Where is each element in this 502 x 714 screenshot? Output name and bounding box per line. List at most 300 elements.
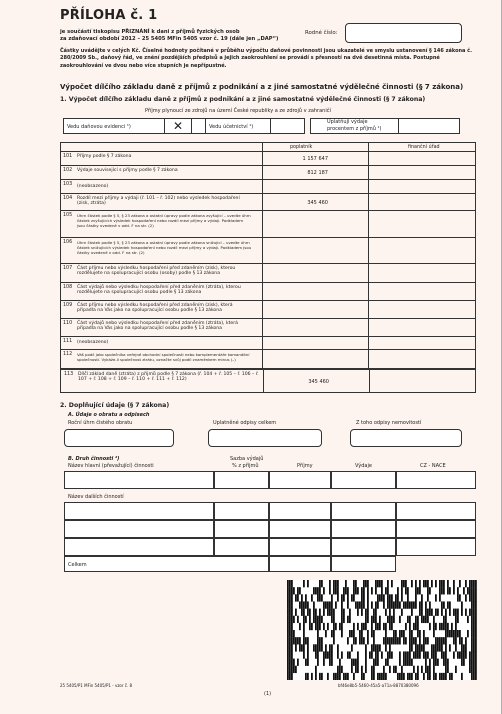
- barcode-module: [371, 644, 373, 651]
- barcode-module: [315, 644, 317, 651]
- evidence-label: Vedu daňovou evidenci ¹): [67, 124, 131, 130]
- barcode-module: [459, 630, 461, 637]
- barcode-module: [333, 623, 335, 630]
- barcode-module: [379, 580, 381, 587]
- barcode-module: [351, 630, 353, 637]
- barcode-module: [293, 666, 295, 673]
- barcode-module: [445, 630, 447, 637]
- barcode-module: [359, 637, 361, 644]
- barcode-module: [415, 580, 417, 587]
- barcode-module: [385, 637, 387, 644]
- barcode-module: [341, 601, 343, 608]
- barcode-module: [475, 623, 477, 630]
- barcode-module: [435, 580, 437, 587]
- barcode-module: [443, 673, 445, 680]
- barcode-module: [347, 616, 349, 623]
- barcode-module: [365, 623, 367, 630]
- barcode-module: [441, 623, 443, 630]
- barcode-module: [409, 659, 411, 666]
- barcode-module: [369, 651, 371, 658]
- barcode-module: [423, 651, 425, 658]
- barcode-module: [373, 609, 375, 616]
- barcode-module: [463, 651, 465, 658]
- barcode-module: [445, 666, 447, 673]
- barcode-module: [331, 630, 333, 637]
- barcode-module: [471, 644, 473, 651]
- barcode-module: [411, 637, 413, 644]
- dalsi-nace-2[interactable]: [396, 520, 476, 538]
- row-label: Úhrn částek podle § 5, § 23 zákona a ostatní úpravy podle zákona snižující – uvedte úhrn částek snižujících výsledek hospodaření nebo rozdíl mezi příjmy a výdaji. Podkladem jsou částky uvedené v odd. F na str. (2): [77, 239, 252, 255]
- barcode-module: [357, 651, 359, 658]
- barcode-module: [307, 673, 309, 680]
- barcode-module: [329, 587, 331, 594]
- barcode-module: [295, 666, 297, 673]
- row-109: [60, 300, 476, 318]
- barcode-module: [303, 580, 305, 587]
- barcode-module: [465, 594, 467, 601]
- celkem-prijmy[interactable]: [269, 556, 331, 572]
- barcode-module: [387, 594, 389, 601]
- barcode-module: [441, 609, 443, 616]
- barcode-module: [455, 616, 457, 623]
- hlavni-nace-field[interactable]: [396, 471, 476, 489]
- barcode-module: [445, 673, 447, 680]
- row-value[interactable]: 345 460: [308, 379, 329, 385]
- barcode-module: [355, 637, 357, 644]
- barcode-module: [345, 587, 347, 594]
- barcode-module: [367, 587, 369, 594]
- barcode-module: [385, 673, 387, 680]
- barcode-module: [473, 637, 475, 644]
- barcode-module: [371, 666, 373, 673]
- row-value[interactable]: 812 187: [307, 170, 328, 176]
- barcode-module: [323, 601, 325, 608]
- dalsi-prijmy-2[interactable]: [269, 520, 331, 538]
- barcode-module: [447, 659, 449, 666]
- barcode-module: [349, 651, 351, 658]
- barcode-module: [363, 673, 365, 680]
- dalsi-prijmy-1[interactable]: [269, 502, 331, 520]
- barcode-module: [405, 601, 407, 608]
- barcode-module: [397, 594, 399, 601]
- barcode-module: [327, 673, 329, 680]
- barcode-module: [395, 666, 397, 673]
- barcode-module: [365, 659, 367, 666]
- barcode-module: [427, 673, 429, 680]
- barcode-module: [389, 609, 391, 616]
- barcode-module: [431, 609, 433, 616]
- barcode-module: [351, 644, 353, 651]
- barcode-module: [343, 673, 345, 680]
- barcode-module: [347, 673, 349, 680]
- barcode-module: [357, 601, 359, 608]
- barcode-module: [297, 594, 299, 601]
- barcode-module: [357, 666, 359, 673]
- barcode-module: [457, 594, 459, 601]
- nazev-dalsich-label: Název dalších činností: [68, 494, 124, 500]
- evidence-checkbox[interactable]: ✕: [164, 118, 192, 134]
- barcode-module: [397, 601, 399, 608]
- row-value[interactable]: 345 460: [307, 200, 328, 206]
- barcode-module: [367, 630, 369, 637]
- odpisy-nemovitosti-field[interactable]: [350, 429, 462, 447]
- barcode-module: [413, 666, 415, 673]
- barcode-text: bf46e8b5-5460-45a5-a71a-8870380096: [338, 683, 419, 688]
- barcode-module: [373, 666, 375, 673]
- barcode-module: [335, 587, 337, 594]
- barcode-module: [319, 623, 321, 630]
- barcode-module: [435, 644, 437, 651]
- barcode-module: [429, 587, 431, 594]
- barcode-module: [401, 609, 403, 616]
- barcode-module: [447, 601, 449, 608]
- col-poplatnik: poplatník: [290, 145, 313, 150]
- barcode-module: [299, 637, 301, 644]
- barcode-module: [391, 594, 393, 601]
- barcode-module: [331, 594, 333, 601]
- barcode-module: [317, 616, 319, 623]
- barcode-module: [409, 630, 411, 637]
- barcode-module: [361, 587, 363, 594]
- barcode-module: [415, 637, 417, 644]
- barcode-module: [355, 666, 357, 673]
- barcode-module: [347, 637, 349, 644]
- barcode-module: [461, 644, 463, 651]
- barcode-module: [411, 601, 413, 608]
- barcode-module: [399, 601, 401, 608]
- barcode-module: [343, 594, 345, 601]
- barcode-module: [447, 666, 449, 673]
- barcode-module: [377, 673, 379, 680]
- barcode-module: [325, 651, 327, 658]
- barcode-module: [363, 637, 365, 644]
- dalsi-sazba-1[interactable]: [214, 502, 269, 520]
- barcode-module: [475, 651, 477, 658]
- barcode-module: [439, 587, 441, 594]
- barcode-module: [371, 587, 373, 594]
- barcode-module: [419, 651, 421, 658]
- barcode-module: [445, 623, 447, 630]
- barcode-module: [399, 659, 401, 666]
- barcode-module: [377, 580, 379, 587]
- barcode-module: [339, 659, 341, 666]
- ucetnictvi-checkbox[interactable]: [270, 118, 305, 134]
- barcode-module: [315, 666, 317, 673]
- barcode-module: [335, 673, 337, 680]
- barcode-module: [363, 594, 365, 601]
- barcode-module: [373, 644, 375, 651]
- barcode-module: [441, 673, 443, 680]
- barcode-module: [445, 651, 447, 658]
- celkem-vydaje[interactable]: [331, 556, 396, 572]
- row-108: [60, 282, 476, 300]
- barcode-module: [475, 587, 477, 594]
- barcode-module: [315, 673, 317, 680]
- section-1-heading: 1. Výpočet dílčího základu daně z příjmů z podnikání a z jiné samostatné výdělečné činnosti (§ 7 zákona): [60, 96, 426, 103]
- dalsi-sazba-3[interactable]: [214, 538, 269, 556]
- dalsi-vydaje-1[interactable]: [331, 502, 396, 520]
- barcode-module: [353, 587, 355, 594]
- dalsi-cinnost-1[interactable]: [64, 502, 214, 520]
- barcode-module: [475, 594, 477, 601]
- barcode-module: [427, 651, 429, 658]
- barcode-module: [471, 609, 473, 616]
- barcode-module: [429, 601, 431, 608]
- barcode-module: [393, 666, 395, 673]
- row-num: 108: [63, 284, 73, 290]
- barcode-module: [371, 623, 373, 630]
- barcode-module: [357, 587, 359, 594]
- barcode-module: [439, 637, 441, 644]
- barcode-module: [425, 637, 427, 644]
- barcode-module: [337, 594, 339, 601]
- barcode-module: [303, 623, 305, 630]
- barcode-module: [441, 637, 443, 644]
- barcode-module: [399, 616, 401, 623]
- dalsi-nace-3[interactable]: [396, 538, 476, 556]
- barcode-module: [421, 601, 423, 608]
- barcode-module: [323, 651, 325, 658]
- barcode-module: [297, 587, 299, 594]
- barcode-module: [323, 623, 325, 630]
- barcode-module: [349, 609, 351, 616]
- barcode-module: [455, 630, 457, 637]
- barcode-module: [441, 651, 443, 658]
- barcode-module: [427, 594, 429, 601]
- barcode-module: [379, 673, 381, 680]
- dalsi-nace-1[interactable]: [396, 502, 476, 520]
- barcode-module: [449, 630, 451, 637]
- barcode-module: [443, 651, 445, 658]
- barcode-module: [289, 630, 291, 637]
- barcode-module: [307, 644, 309, 651]
- barcode-module: [409, 644, 411, 651]
- barcode-module: [309, 616, 311, 623]
- row-num: 106: [63, 239, 73, 245]
- barcode-module: [419, 601, 421, 608]
- barcode-module: [309, 609, 311, 616]
- barcode-module: [317, 623, 319, 630]
- dalsi-sazba-2[interactable]: [214, 520, 269, 538]
- row-label: Úhrn částek podle § 5, § 23 zákona a ostatní úpravy podle zákona zvyšující – uvedte úhrn částek zvyšujících výsledek hospodaření nebo rozdíl mezi příjmy a výdaji. Podkladem jsou částky uvedené v odd. F na str. (2): [77, 212, 251, 228]
- barcode-module: [359, 630, 361, 637]
- barcode-module: [289, 651, 291, 658]
- sazba-label-1: Sazba výdajů: [230, 456, 264, 462]
- barcode-module: [399, 651, 401, 658]
- barcode-module: [337, 666, 339, 673]
- barcode-module: [385, 587, 387, 594]
- dalsi-prijmy-3[interactable]: [269, 538, 331, 556]
- barcode-module: [391, 616, 393, 623]
- barcode-module: [451, 673, 453, 680]
- barcode-module: [457, 630, 459, 637]
- barcode-module: [319, 580, 321, 587]
- hlavni-prijmy-field[interactable]: [269, 471, 331, 489]
- barcode-module: [405, 587, 407, 594]
- barcode-module: [347, 601, 349, 608]
- barcode-module: [377, 594, 379, 601]
- barcode-module: [405, 651, 407, 658]
- barcode-module: [431, 644, 433, 651]
- barcode-module: [371, 630, 373, 637]
- barcode-module: [391, 580, 393, 587]
- hlavni-sazba-field[interactable]: [214, 471, 269, 489]
- barcode-module: [321, 594, 323, 601]
- barcode-module: [333, 616, 335, 623]
- barcode-module: [373, 673, 375, 680]
- barcode-module: [457, 587, 459, 594]
- dalsi-cinnost-2[interactable]: [64, 520, 214, 538]
- barcode-module: [291, 651, 293, 658]
- odpisy-field[interactable]: [208, 429, 322, 447]
- row-label: Dílčí základ daně (ztráta) z příjmů podle § 7 zákona (ř. 104 + ř. 105 – ř. 106 – ř. 107 + ř. 108 + ř. 109 – ř. 110 + ř. 111 + ř. 112): [78, 371, 259, 382]
- rodne-cislo-field[interactable]: [345, 23, 462, 43]
- barcode-module: [295, 594, 297, 601]
- barcode-module: [351, 666, 353, 673]
- barcode-module: [343, 609, 345, 616]
- barcode-module: [437, 659, 439, 666]
- barcode-module: [399, 630, 401, 637]
- barcode-module: [381, 587, 383, 594]
- barcode-module: [455, 644, 457, 651]
- barcode-module: [363, 623, 365, 630]
- barcode-module: [287, 609, 289, 616]
- row-value[interactable]: 1 157 647: [302, 156, 328, 162]
- barcode-module: [303, 609, 305, 616]
- barcode-module: [375, 580, 377, 587]
- barcode-module: [465, 651, 467, 658]
- barcode-module: [421, 644, 423, 651]
- barcode-module: [439, 594, 441, 601]
- barcode-module: [373, 659, 375, 666]
- row-104: [60, 193, 476, 210]
- barcode-module: [461, 601, 463, 608]
- barcode-module: [415, 594, 417, 601]
- barcode-module: [471, 616, 473, 623]
- barcode-module: [411, 644, 413, 651]
- barcode-module: [367, 637, 369, 644]
- barcode-module: [389, 616, 391, 623]
- barcode-module: [333, 609, 335, 616]
- row-111: [60, 336, 476, 349]
- barcode-module: [451, 630, 453, 637]
- barcode-module: [403, 659, 405, 666]
- barcode-module: [389, 623, 391, 630]
- barcode-module: [455, 609, 457, 616]
- barcode-module: [465, 637, 467, 644]
- form-code: 25 5405/P1 MFin 5405/P1 - vzor č. 8: [60, 683, 133, 688]
- barcode-module: [347, 587, 349, 594]
- barcode-module: [299, 623, 301, 630]
- barcode-module: [473, 666, 475, 673]
- barcode-module: [353, 659, 355, 666]
- barcode-module: [367, 601, 369, 608]
- row-num: 111: [63, 338, 73, 344]
- row-label: Část příjmu nebo výsledku hospodaření před zdaněním (zisk), kterou rozdělujete na spolupracující osobu (osoby) podle § 13 zákona: [77, 265, 236, 276]
- barcode-module: [473, 609, 475, 616]
- rodne-cislo-label: Rodné číslo:: [305, 30, 338, 36]
- barcode-module: [467, 587, 469, 594]
- barcode-module: [395, 630, 397, 637]
- barcode-module: [473, 651, 475, 658]
- barcode-module: [437, 637, 439, 644]
- barcode-module: [357, 659, 359, 666]
- barcode-module: [291, 587, 293, 594]
- barcode-module: [331, 644, 333, 651]
- barcode-module: [475, 601, 477, 608]
- hlavni-vydaje-field[interactable]: [331, 471, 396, 489]
- barcode-module: [323, 659, 325, 666]
- barcode-module: [385, 623, 387, 630]
- barcode-module: [425, 609, 427, 616]
- dalsi-vydaje-2[interactable]: [331, 520, 396, 538]
- row-label: Výdaje související s příjmy podle § 7 zákona: [77, 167, 178, 173]
- barcode-module: [443, 601, 445, 608]
- barcode-module: [407, 587, 409, 594]
- barcode-module: [325, 601, 327, 608]
- nazev-hlavni-label: Název hlavní (převažující) činnosti: [68, 463, 154, 469]
- barcode-module: [301, 609, 303, 616]
- barcode-module: [355, 580, 357, 587]
- barcode-module: [287, 616, 289, 623]
- barcode-module: [455, 666, 457, 673]
- barcode-module: [313, 644, 315, 651]
- dalsi-vydaje-3[interactable]: [331, 538, 396, 556]
- barcode-module: [347, 594, 349, 601]
- obrat-field[interactable]: [64, 429, 174, 447]
- barcode-module: [399, 673, 401, 680]
- barcode-module: [337, 587, 339, 594]
- pausal-checkbox[interactable]: [398, 118, 460, 134]
- barcode-module: [341, 666, 343, 673]
- barcode-module: [307, 609, 309, 616]
- barcode-module: [317, 594, 319, 601]
- barcode-module: [427, 666, 429, 673]
- barcode-module: [301, 644, 303, 651]
- barcode-module: [341, 651, 343, 658]
- barcode-module: [355, 659, 357, 666]
- barcode-module: [291, 580, 293, 587]
- barcode-module: [473, 616, 475, 623]
- barcode-module: [433, 651, 435, 658]
- rounding-note: Částky uvádějte v celých Kč. Číselné hodnoty počítané v průběhu výpočtu daňové povinnosti jsou ukazatelé ve smyslu ustanovení § 146 zákona č. 280/2009 Sb., daňový řád, ve znění pozdějších předpisů a jejich zaokrouhlení se provádí s přesností na dvě desetinná místa. Postupné zaokrouhlování ve dvou nebo více stupních je nepřípustné.: [60, 48, 473, 69]
- barcode-module: [423, 630, 425, 637]
- barcode-module: [417, 666, 419, 673]
- barcode-module: [469, 651, 471, 658]
- hlavni-cinnost-field[interactable]: [64, 471, 214, 489]
- barcode-module: [469, 587, 471, 594]
- barcode-module: [317, 587, 319, 594]
- row-107: [60, 263, 476, 282]
- barcode-module: [383, 673, 385, 680]
- row-106: [60, 237, 476, 263]
- barcode-module: [419, 637, 421, 644]
- dalsi-cinnost-3[interactable]: [64, 538, 214, 556]
- barcode-module: [433, 644, 435, 651]
- barcode-module: [407, 651, 409, 658]
- row-num: 110: [63, 320, 73, 326]
- barcode-module: [301, 601, 303, 608]
- barcode-module: [465, 609, 467, 616]
- barcode-module: [289, 594, 291, 601]
- row-num: 104: [63, 195, 73, 201]
- barcode-module: [295, 644, 297, 651]
- barcode-module: [361, 609, 363, 616]
- celkem-label: Celkem: [68, 562, 87, 568]
- barcode-module: [383, 623, 385, 630]
- barcode-module: [327, 651, 329, 658]
- barcode-module: [403, 637, 405, 644]
